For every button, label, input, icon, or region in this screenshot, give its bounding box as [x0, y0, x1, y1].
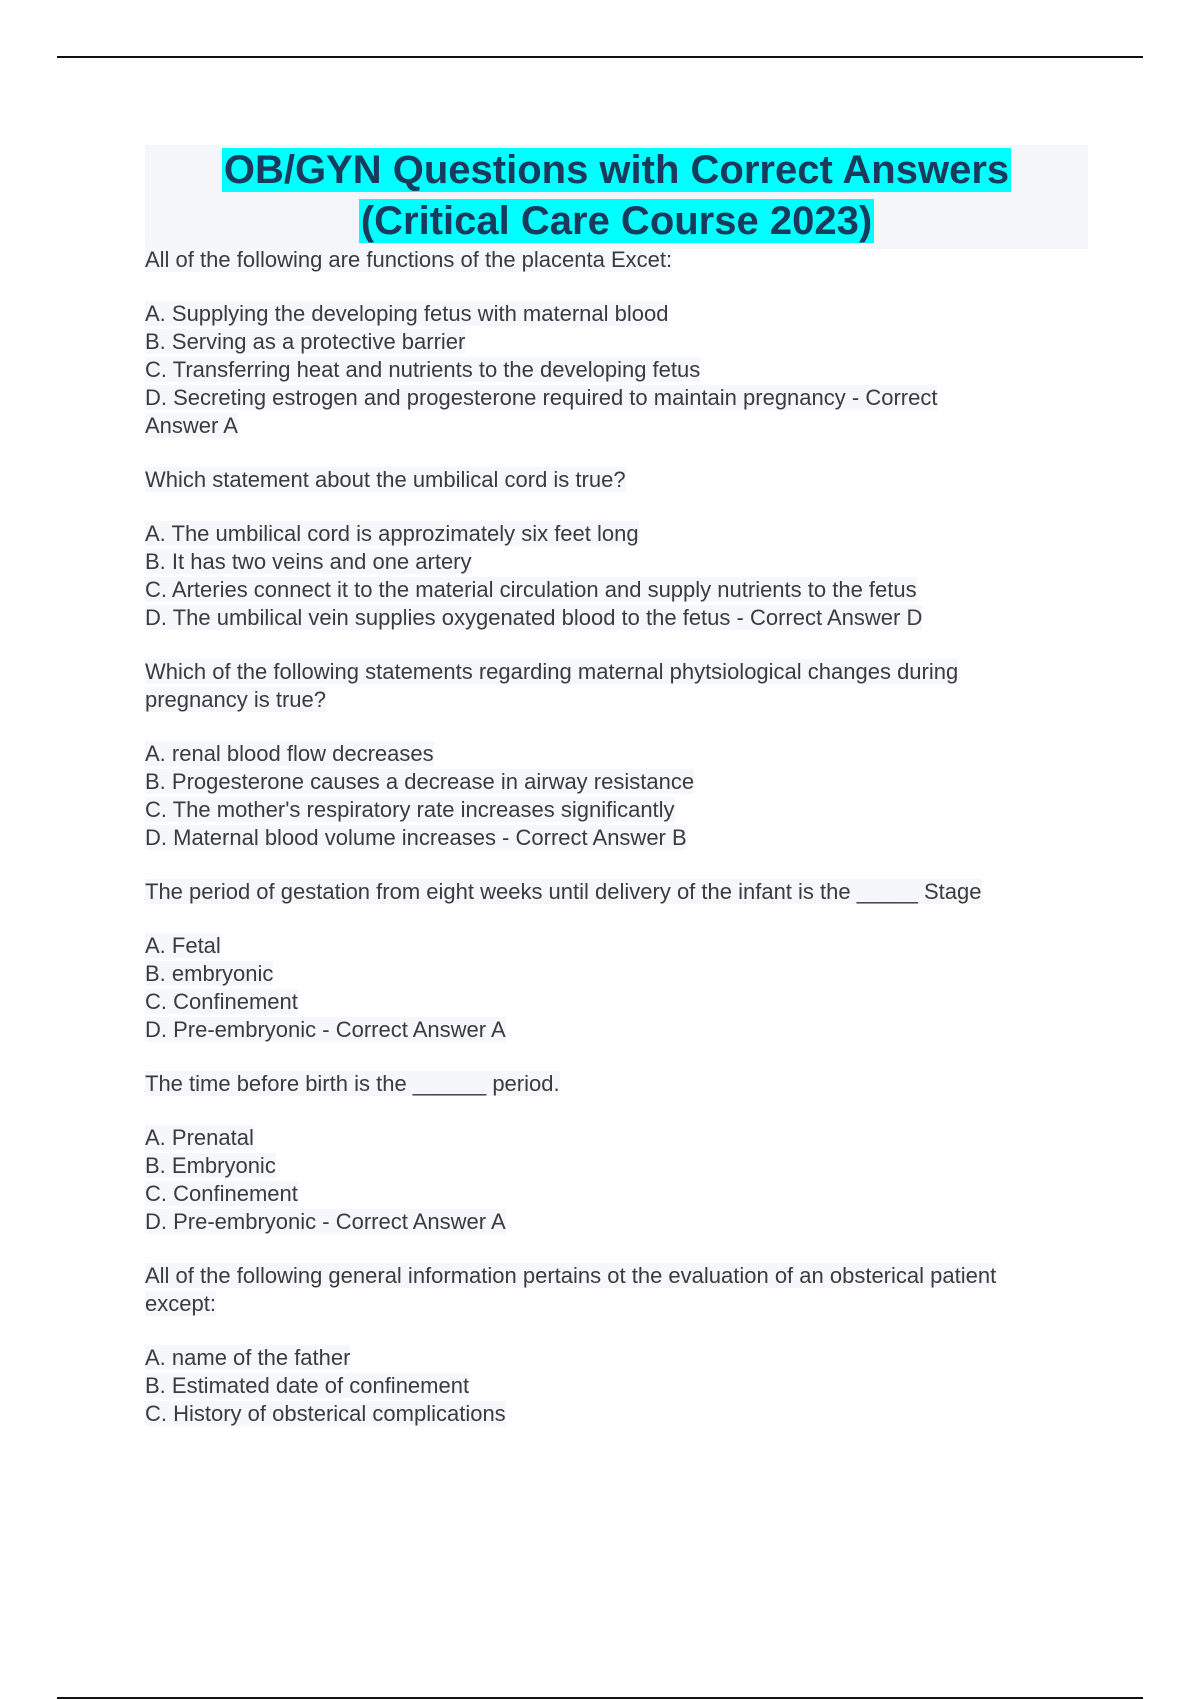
option-d: D. The umbilical vein supplies oxygenated blood to the fetus - Correct Answer D: [145, 605, 923, 630]
option-c: C. The mother's respiratory rate increases significantly: [145, 797, 675, 822]
answer-options: [145, 1124, 1090, 1236]
stem-text: Which of the following statements regarding maternal phytsiological changes during: [145, 659, 959, 684]
option-d: D. Pre-embryonic - Correct Answer A: [145, 1017, 506, 1042]
option-a: A. renal blood flow decreases: [145, 741, 434, 766]
option-a: A. name of the father: [145, 1345, 351, 1370]
correct-answer: Answer A: [145, 413, 238, 438]
option-c: C. Transferring heat and nutrients to the developing fetus: [145, 357, 701, 382]
stem-text: The time before birth is the ______ period.: [145, 1071, 560, 1096]
title-line-2: (Critical Care Course 2023): [360, 199, 873, 243]
top-rule: [57, 56, 1143, 58]
question-list: [145, 246, 1090, 1454]
question-stem: [145, 466, 1090, 494]
stem-text: pregnancy is true?: [145, 687, 326, 712]
stem-text: All of the following general information pertains ot the evaluation of an obsterical patient: [145, 1263, 997, 1288]
answer-options: [145, 740, 1090, 852]
option-a: A. Fetal: [145, 933, 221, 958]
title-line-1: OB/GYN Questions with Correct Answers: [223, 148, 1010, 192]
option-a: A. The umbilical cord is approzimately six feet long: [145, 521, 639, 546]
option-c: C. History of obsterical complications: [145, 1401, 506, 1426]
question-2: [145, 466, 1090, 632]
question-stem: [145, 658, 1090, 714]
bottom-rule: [57, 1697, 1143, 1699]
document-title: [145, 145, 1088, 249]
question-4: [145, 878, 1090, 1044]
stem-text: The period of gestation from eight weeks until delivery of the infant is the _____ Stage: [145, 879, 982, 904]
option-b: B. embryonic: [145, 961, 274, 986]
answer-options: [145, 300, 1090, 440]
stem-text: All of the following are functions of the placenta Excet:: [145, 247, 673, 272]
option-a: A. Prenatal: [145, 1125, 254, 1150]
stem-text: except:: [145, 1291, 216, 1316]
option-d: D. Maternal blood volume increases - Correct Answer B: [145, 825, 687, 850]
option-b: B. Embryonic: [145, 1153, 276, 1178]
option-c: C. Confinement: [145, 1181, 298, 1206]
question-stem: [145, 878, 1090, 906]
option-b: B. Serving as a protective barrier: [145, 329, 466, 354]
question-stem: [145, 1070, 1090, 1098]
question-stem: [145, 1262, 1090, 1318]
answer-options: [145, 520, 1090, 632]
question-6: [145, 1262, 1090, 1428]
option-b: B. Progesterone causes a decrease in airway resistance: [145, 769, 695, 794]
option-a: A. Supplying the developing fetus with maternal blood: [145, 301, 669, 326]
option-c: C. Confinement: [145, 989, 298, 1014]
option-c: C. Arteries connect it to the material circulation and supply nutrients to the fetus: [145, 577, 917, 602]
answer-options: [145, 932, 1090, 1044]
option-d: D. Secreting estrogen and progesterone required to maintain pregnancy - Correct: [145, 385, 938, 410]
question-stem: [145, 246, 1090, 274]
question-1: [145, 246, 1090, 440]
answer-options: [145, 1344, 1090, 1428]
option-b: B. Estimated date of confinement: [145, 1373, 470, 1398]
option-d: D. Pre-embryonic - Correct Answer A: [145, 1209, 506, 1234]
option-b: B. It has two veins and one artery: [145, 549, 472, 574]
stem-text: Which statement about the umbilical cord is true?: [145, 467, 626, 492]
question-3: [145, 658, 1090, 852]
question-5: [145, 1070, 1090, 1236]
